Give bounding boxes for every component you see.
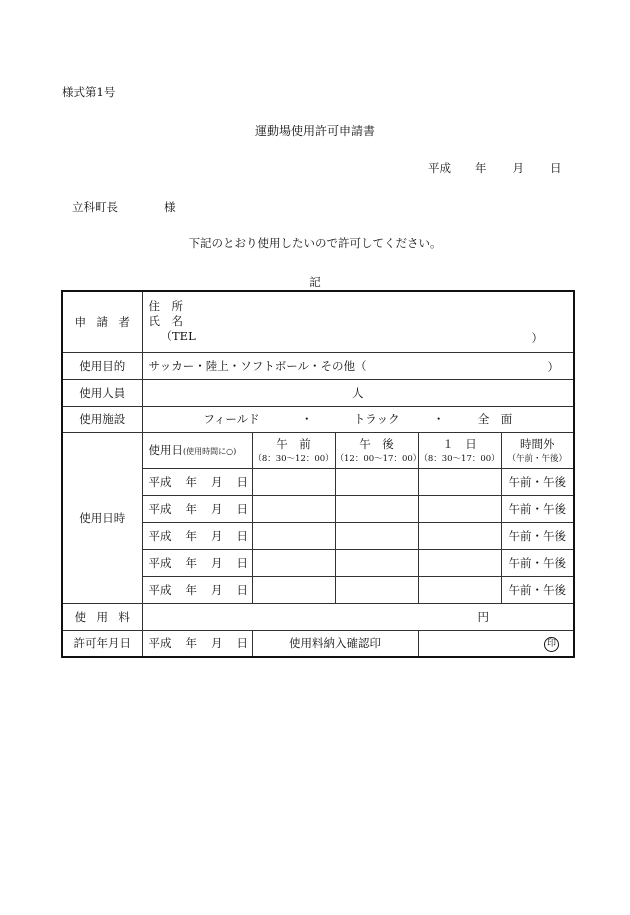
overtime-cell[interactable]: 午前・午後 xyxy=(501,549,574,576)
purpose-label: 使用目的 xyxy=(62,352,142,379)
people-unit: 人 xyxy=(352,385,364,400)
applicant-row xyxy=(62,291,574,352)
permit-day: 日 xyxy=(236,636,248,651)
row-day: 日 xyxy=(236,582,248,597)
row-day: 日 xyxy=(236,528,248,543)
fee-label: 使用料 xyxy=(62,603,142,630)
permit-era: 平成 xyxy=(148,636,172,651)
slot-header-am xyxy=(252,432,335,468)
people-label: 使用人員 xyxy=(62,379,142,406)
slot-header-overtime xyxy=(501,432,574,468)
pm-cell[interactable] xyxy=(335,522,418,549)
fee-row xyxy=(62,603,574,630)
name-label: 氏 名 xyxy=(148,314,183,329)
fee-check-label: 使用料納入確認印 xyxy=(252,630,418,657)
usage-date[interactable] xyxy=(142,549,252,576)
overtime-cell[interactable]: 午前・午後 xyxy=(501,522,574,549)
slot-time: （12：00〜17：00） xyxy=(335,454,422,464)
intro-text: 下記のとおり使用したいので許可してください。 xyxy=(188,236,442,250)
form-number: 様式第1号 xyxy=(62,85,116,99)
purpose-options: サッカー・陸上・ソフトボール・その他（ xyxy=(148,358,367,373)
date-column-header xyxy=(142,432,252,468)
facility-row xyxy=(62,406,574,432)
permit-label: 許可年月日 xyxy=(62,630,142,657)
date-year: 年 xyxy=(475,161,487,175)
am-cell[interactable] xyxy=(252,549,335,576)
usage-date[interactable] xyxy=(142,495,252,522)
people-row xyxy=(62,379,574,406)
am-cell[interactable] xyxy=(252,468,335,495)
ki-heading: 記 xyxy=(309,275,321,289)
fullday-cell[interactable] xyxy=(418,495,501,522)
am-cell[interactable] xyxy=(252,576,335,603)
purpose-row xyxy=(62,352,574,379)
permit-row xyxy=(62,630,574,657)
fee-unit: 円 xyxy=(477,609,490,624)
addressee xyxy=(72,199,176,215)
row-month: 月 xyxy=(211,555,223,570)
slot-name: １ 日 xyxy=(442,437,477,451)
row-month: 月 xyxy=(211,582,223,597)
slot-time: （8：30〜17：00） xyxy=(419,454,500,464)
row-year: 年 xyxy=(185,555,197,570)
row-year: 年 xyxy=(185,582,197,597)
row-era: 平成 xyxy=(148,501,172,516)
row-month: 月 xyxy=(211,474,223,489)
tel-close: ） xyxy=(531,330,544,345)
facility-option-all[interactable]: 全 面 xyxy=(477,412,513,426)
addressee-honorific: 様 xyxy=(164,200,176,214)
overtime-cell[interactable]: 午前・午後 xyxy=(501,468,574,495)
slot-time: （8：30〜12：00） xyxy=(253,454,334,464)
facility-separator: ・ xyxy=(300,412,313,426)
am-cell[interactable] xyxy=(252,522,335,549)
slot-header-pm xyxy=(335,432,422,468)
datetime-label: 使用日時 xyxy=(62,432,142,603)
row-year: 年 xyxy=(185,501,197,516)
usage-date[interactable] xyxy=(142,522,252,549)
pm-cell[interactable] xyxy=(335,495,418,522)
fullday-cell[interactable] xyxy=(418,549,501,576)
facility-field[interactable] xyxy=(142,406,574,432)
purpose-close: ） xyxy=(547,359,560,374)
permit-date[interactable] xyxy=(142,630,252,657)
am-cell[interactable] xyxy=(252,495,335,522)
pm-cell[interactable] xyxy=(335,468,418,495)
applicant-label: 申請者 xyxy=(62,291,142,352)
facility-separator: ・ xyxy=(432,412,445,426)
permit-month: 月 xyxy=(211,636,223,651)
row-year: 年 xyxy=(185,528,197,543)
row-month: 月 xyxy=(211,528,223,543)
date-header-note: (使用時間に○) xyxy=(183,447,237,456)
slot-name: 午 後 xyxy=(359,437,394,451)
addressee-name: 立科町長 xyxy=(72,200,118,214)
people-field[interactable] xyxy=(142,379,574,406)
application-table xyxy=(61,290,575,658)
purpose-field[interactable] xyxy=(142,352,574,379)
row-month: 月 xyxy=(211,501,223,516)
usage-date[interactable] xyxy=(142,576,252,603)
fullday-cell[interactable] xyxy=(418,468,501,495)
slot-name: 時間外 xyxy=(520,437,555,451)
slot-time: （午前・午後） xyxy=(507,454,568,464)
pm-cell[interactable] xyxy=(335,549,418,576)
tel-open: （TEL xyxy=(160,329,196,344)
row-era: 平成 xyxy=(148,528,172,543)
row-era: 平成 xyxy=(148,555,172,570)
date-day: 日 xyxy=(550,161,562,175)
date-era: 平成 xyxy=(428,161,451,175)
usage-date[interactable] xyxy=(142,468,252,495)
row-era: 平成 xyxy=(148,474,172,489)
overtime-cell[interactable]: 午前・午後 xyxy=(501,495,574,522)
date-header-label: 使用日 xyxy=(148,443,183,457)
row-day: 日 xyxy=(236,501,248,516)
overtime-cell[interactable]: 午前・午後 xyxy=(501,576,574,603)
facility-option-field[interactable]: フィールド xyxy=(203,412,260,426)
permit-year: 年 xyxy=(185,636,197,651)
date-month: 月 xyxy=(512,161,524,175)
facility-label: 使用施設 xyxy=(62,406,142,432)
fullday-cell[interactable] xyxy=(418,522,501,549)
datetime-header-row xyxy=(62,432,574,468)
facility-option-track[interactable]: トラック xyxy=(353,412,400,426)
applicant-field[interactable] xyxy=(142,291,574,352)
fee-field[interactable] xyxy=(142,603,574,630)
slot-name: 午 前 xyxy=(276,437,311,451)
row-year: 年 xyxy=(185,474,197,489)
row-era: 平成 xyxy=(148,582,172,597)
pm-cell[interactable] xyxy=(335,576,418,603)
application-date xyxy=(428,160,562,176)
address-label: 住 所 xyxy=(148,299,183,314)
fullday-cell[interactable] xyxy=(418,576,501,603)
document-title: 運動場使用許可申請書 xyxy=(254,124,375,138)
row-day: 日 xyxy=(236,555,248,570)
seal-field[interactable] xyxy=(418,630,574,657)
row-day: 日 xyxy=(236,474,248,489)
seal-icon: 印 xyxy=(544,637,559,652)
slot-header-fullday xyxy=(418,432,501,468)
